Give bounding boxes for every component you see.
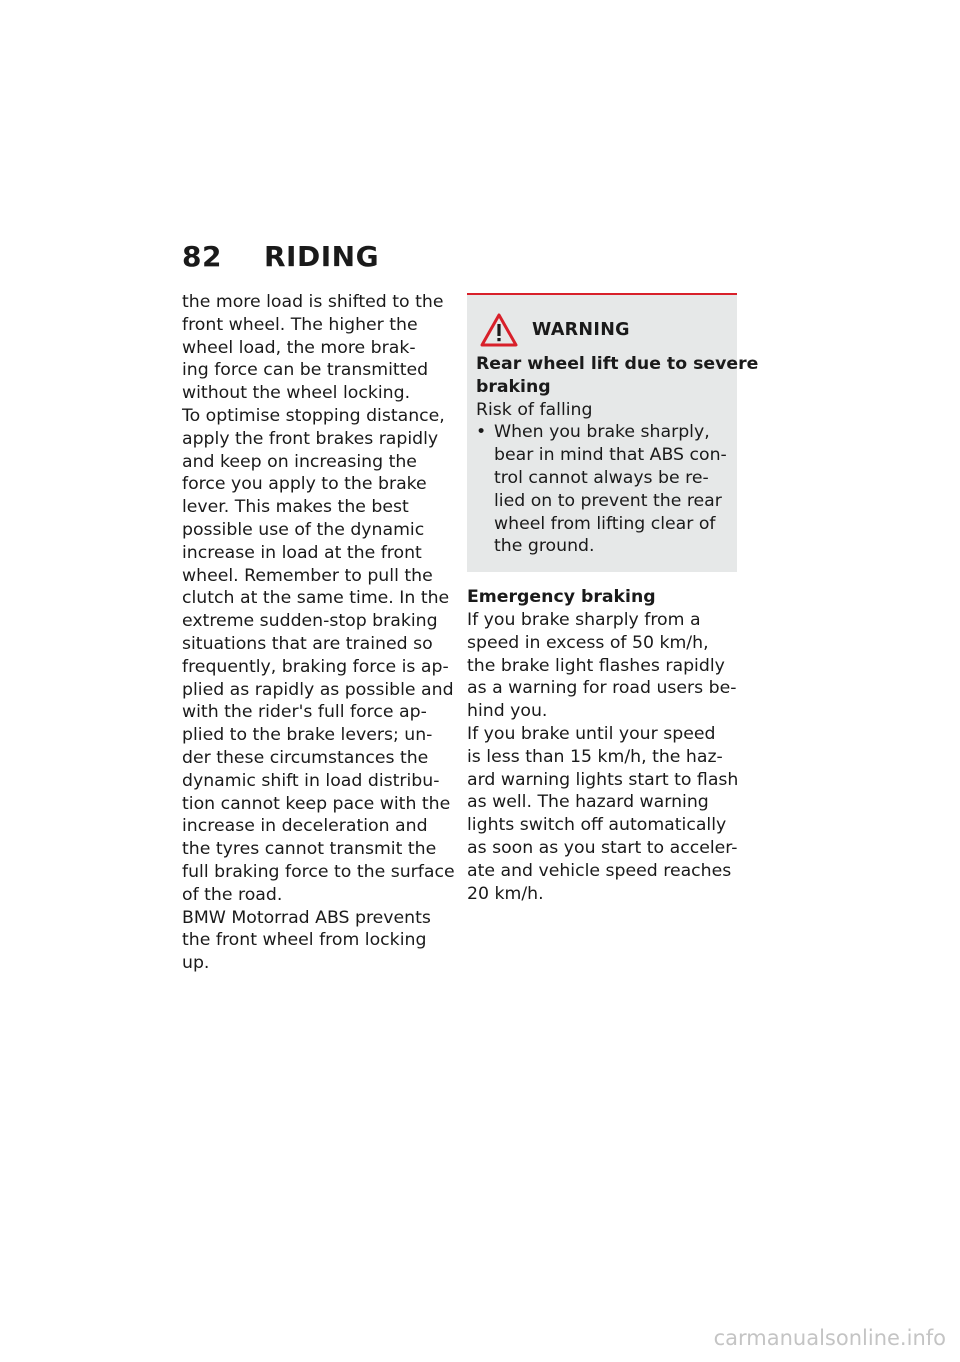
body-line: wheel load, the more brak- bbox=[182, 337, 416, 358]
body-line: of the road. bbox=[182, 884, 283, 905]
section-gap bbox=[467, 572, 737, 586]
body-line: as soon as you start to acceler- bbox=[467, 837, 738, 858]
body-line: der these circumstances the bbox=[182, 747, 429, 768]
warning-bullet-text: wheel from lifting clear of bbox=[494, 513, 716, 534]
body-line: as well. The hazard warning bbox=[467, 792, 709, 813]
body-line: increase in deceleration and bbox=[182, 816, 428, 837]
warning-bullet-text: trol cannot always be re- bbox=[494, 467, 709, 488]
warning-risk: Risk of falling bbox=[476, 399, 593, 420]
warning-heading: Rear wheel lift due to severe bbox=[476, 354, 759, 374]
warning-triangle-icon bbox=[480, 313, 518, 347]
body-line: and keep on increasing the bbox=[182, 451, 417, 472]
body-line: BMW Motorrad ABS prevents bbox=[182, 907, 431, 928]
body-line: plied to the brake levers; un- bbox=[182, 725, 433, 746]
page-header bbox=[182, 240, 379, 273]
body-line: wheel. Remember to pull the bbox=[182, 565, 433, 586]
watermark: carmanualsonline.info bbox=[713, 1326, 946, 1350]
body-line: ing force can be transmitted bbox=[182, 360, 429, 381]
warning-heading: braking bbox=[476, 376, 551, 397]
body-line: situations that are trained so bbox=[182, 633, 433, 654]
body-line: full braking force to the surface bbox=[182, 861, 455, 882]
warning-bullet-text: When you brake sharply, bbox=[494, 422, 710, 443]
body-line: ard warning lights start to flash bbox=[467, 769, 739, 790]
body-line: lights switch off automatically bbox=[467, 815, 727, 836]
page-number: 82 bbox=[182, 240, 222, 273]
body-line: frequently, braking force is ap- bbox=[182, 656, 449, 677]
warning-bullet bbox=[476, 421, 727, 444]
body-line: dynamic shift in load distribu- bbox=[182, 770, 440, 791]
body-line: apply the front brakes rapidly bbox=[182, 428, 439, 449]
body-line: clutch at the same time. In the bbox=[182, 588, 450, 609]
body-line: hind you. bbox=[467, 701, 548, 722]
right-column bbox=[467, 293, 759, 905]
body-line: with the rider's full force ap- bbox=[182, 702, 427, 723]
warning-bullet-text: the ground. bbox=[494, 536, 595, 557]
body-line: the more load is shifted to the bbox=[182, 292, 444, 312]
emergency-heading: Emergency braking bbox=[467, 587, 656, 608]
left-column bbox=[182, 291, 455, 975]
bullet-symbol: • bbox=[476, 422, 487, 443]
body-line: To optimise stopping distance, bbox=[182, 405, 445, 426]
warning-title: WARNING bbox=[532, 319, 630, 340]
body-line: tion cannot keep pace with the bbox=[182, 793, 451, 814]
body-line: front wheel. The higher the bbox=[182, 314, 418, 335]
body-line: up. bbox=[182, 953, 210, 974]
body-line: the brake light flashes rapidly bbox=[467, 655, 725, 676]
body-line: the tyres cannot transmit the bbox=[182, 839, 437, 860]
body-line: as a warning for road users be- bbox=[467, 678, 737, 699]
section-title: RIDING bbox=[264, 240, 380, 273]
body-line: extreme sudden-stop braking bbox=[182, 611, 438, 632]
body-line: If you brake until your speed bbox=[467, 723, 716, 744]
warning-bullet-text: lied on to prevent the rear bbox=[494, 490, 722, 511]
body-line: force you apply to the brake bbox=[182, 474, 427, 495]
body-line: the front wheel from locking bbox=[182, 930, 427, 951]
warning-header bbox=[476, 313, 727, 347]
body-line: 20 km/h. bbox=[467, 883, 544, 904]
body-line: If you brake sharply from a bbox=[467, 609, 701, 630]
body-line: ate and vehicle speed reaches bbox=[467, 860, 732, 881]
body-line: is less than 15 km/h, the haz- bbox=[467, 746, 723, 767]
body-line: speed in excess of 50 km/h, bbox=[467, 632, 709, 653]
warning-box bbox=[467, 293, 759, 572]
body-line: without the wheel locking. bbox=[182, 383, 411, 404]
warning-bullet-text: bear in mind that ABS con- bbox=[494, 445, 727, 466]
body-line: plied as rapidly as possible and bbox=[182, 679, 454, 700]
body-line: possible use of the dynamic bbox=[182, 519, 425, 540]
body-line: increase in load at the front bbox=[182, 542, 422, 563]
body-line: lever. This makes the best bbox=[182, 497, 409, 518]
